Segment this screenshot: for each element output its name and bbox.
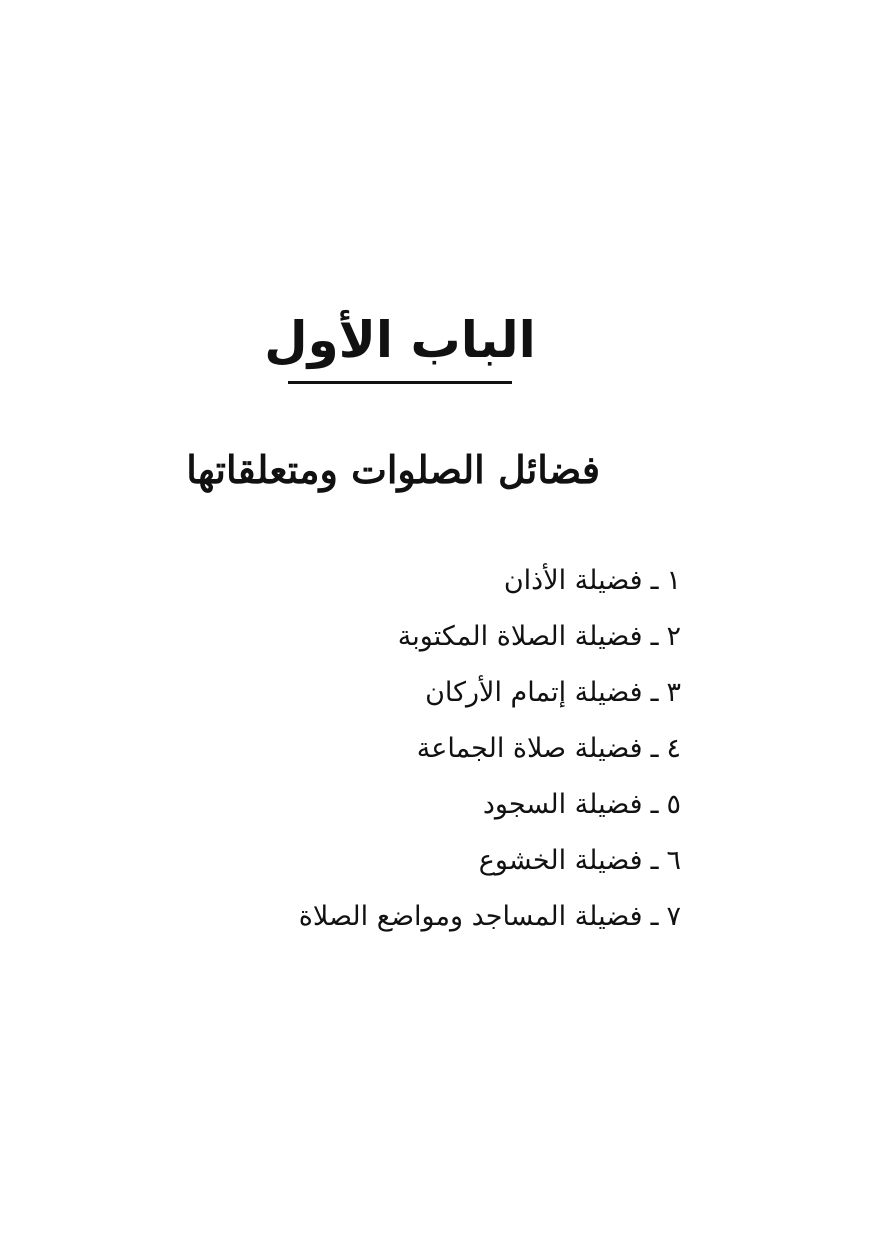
toc-item-number: ٢ — [666, 621, 681, 652]
title-underline — [288, 381, 512, 384]
toc-item-text: فضيلة المساجد ومواضع الصلاة — [298, 901, 643, 932]
toc-item-number: ٣ — [666, 677, 681, 708]
toc-item-number: ١ — [666, 565, 681, 596]
toc-item-number: ٤ — [666, 733, 681, 764]
toc-item-text: فضيلة إتمام الأركان — [425, 677, 643, 708]
toc-item-dash: ـ — [650, 565, 659, 596]
toc-item — [261, 777, 681, 833]
toc-item — [261, 889, 681, 945]
toc-item — [261, 553, 681, 609]
toc-item-number: ٧ — [666, 901, 681, 932]
toc-item-dash: ـ — [650, 621, 659, 652]
toc-item-text: فضيلة الخشوع — [478, 845, 643, 876]
table-of-contents — [261, 553, 681, 945]
toc-item-dash: ـ — [650, 789, 659, 820]
toc-item-dash: ـ — [650, 677, 659, 708]
toc-item-text: فضيلة الصلاة المكتوبة — [397, 621, 643, 652]
toc-item-text: فضيلة الأذان — [503, 565, 643, 596]
toc-item — [261, 665, 681, 721]
toc-item-text: فضيلة السجود — [482, 789, 643, 820]
toc-item-number: ٦ — [666, 845, 681, 876]
chapter-subtitle: فضائل الصلوات ومتعلقاتها — [186, 447, 600, 492]
chapter-title: الباب الأول — [264, 311, 536, 369]
toc-item — [261, 833, 681, 889]
toc-item-dash: ـ — [650, 901, 659, 932]
toc-item — [261, 721, 681, 777]
toc-item-dash: ـ — [650, 845, 659, 876]
toc-item-number: ٥ — [666, 789, 681, 820]
toc-item-text: فضيلة صلاة الجماعة — [416, 733, 643, 764]
toc-item-dash: ـ — [650, 733, 659, 764]
toc-item — [261, 609, 681, 665]
